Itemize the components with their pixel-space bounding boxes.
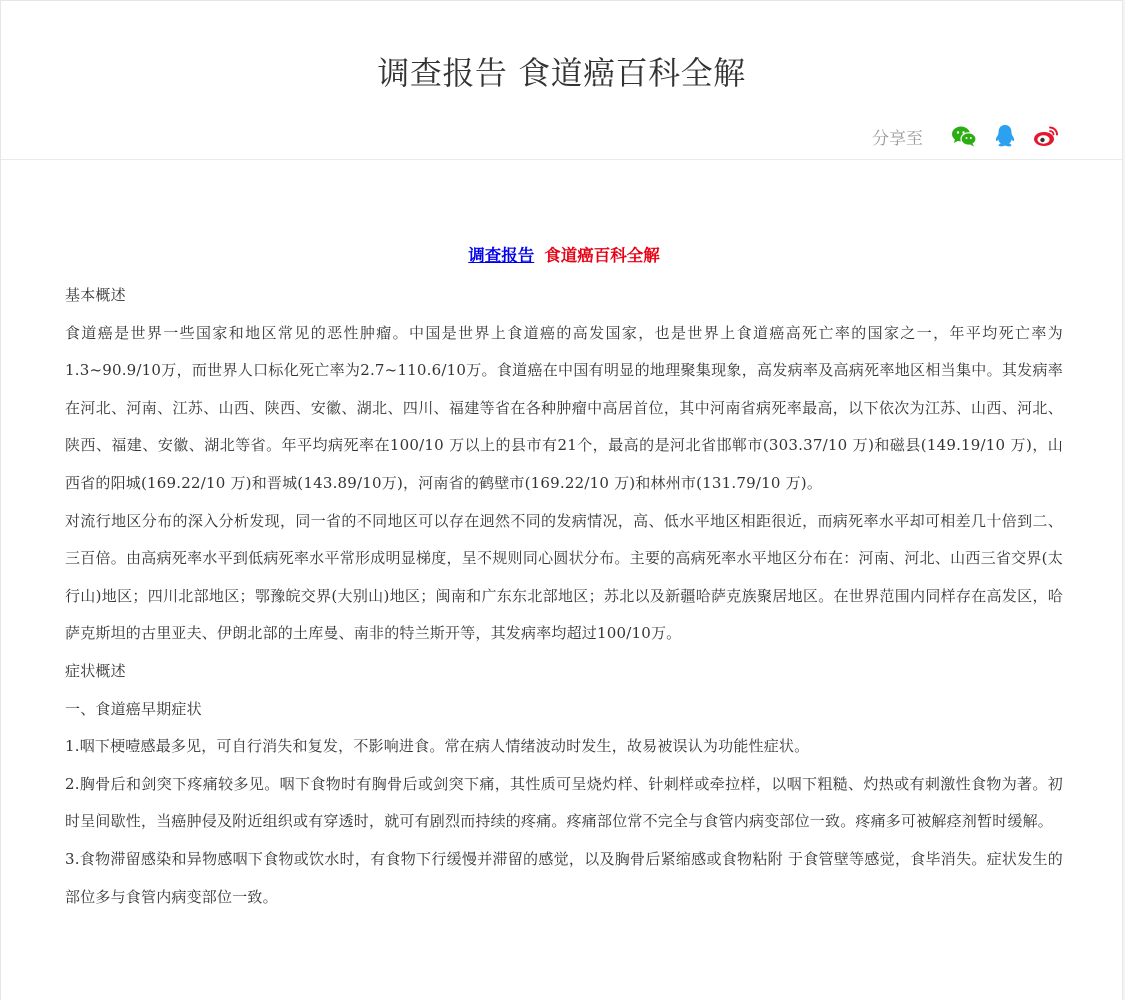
page-title: 调查报告 食道癌百科全解 (377, 54, 746, 92)
paragraph: 2.胸骨后和剑突下疼痛较多见。咽下食物时有胸骨后或剑突下痛，其性质可呈烧灼样、针刺样或牵拉样，以咽下粗糙、灼热或有刺激性食物为著。初时呈间歇性，当癌肿侵及附近组织或有穿透时，就可有剧烈而持续的疼痛。疼痛部位常不完全与食管内病变部位一致。疼痛多可被解痉剂暂时缓解。 (65, 774, 1063, 831)
paragraph: 1.咽下梗噎感最多见，可自行消失和复发，不影响进食。常在病人情绪波动时发生，故易被误认为功能性症状。 (65, 737, 810, 756)
subsection-heading: 一、食道癌早期症状 (65, 699, 202, 718)
paragraph: 食道癌是世界一些国家和地区常见的恶性肿瘤。中国是世界上食道癌的高发国家，也是世界上食道癌高死亡率的国家之一，年平均死亡率为1.3~90.9/10万，而世界人口标化死亡率为2.7~110.6/10万。食道癌在中国有明显的地理聚集现象，高发病率及高病死率地区相当集中。其发病率在河北、河南、江苏、山西、陕西、安徽、湖北、四川、福建等省在各种肿瘤中高居首位，其中河南省病死率最高，以下依次为江苏、山西、河北、陕西、福建、安徽、湖北等省。年平均病死率在100/10 万以上的县市有21个，最高的是河北省邯郸市(303.37/10 万)和磁县(149.19/10 万)，山西省的阳城(169.22/10 万)和晋城(143.89/10万)，河南省的鹤壁市(169.22/10 万)和林州市(131.79/10 万)。 (65, 323, 1063, 492)
share-label: 分享至 (872, 128, 923, 149)
wechat-icon[interactable] (950, 122, 978, 150)
weibo-icon[interactable] (1032, 122, 1060, 150)
article-heading-title: 食道癌百科全解 (544, 246, 660, 265)
paragraph: 3.食物滞留感染和异物感咽下食物或饮水时，有食物下行缓慢并滞留的感觉，以及胸骨后紧缩感或食物粘附 于食管壁等感觉，食毕消失。症状发生的部位多与食管内病变部位一致。 (65, 849, 1063, 906)
article-heading-link[interactable]: 调查报告 (468, 246, 535, 265)
qq-icon[interactable] (991, 122, 1019, 150)
article-heading (65, 239, 1063, 273)
section-heading-symptoms: 症状概述 (65, 661, 126, 680)
share-bar (872, 121, 1060, 151)
page-header (1, 1, 1122, 160)
paragraph: 对流行地区分布的深入分析发现，同一省的不同地区可以存在迥然不同的发病情况，高、低水平地区相距很近，而病死率水平却可相差几十倍到二、三百倍。由高病死率水平到低病死率水平常形成明显梯度，呈不规则同心圆状分布。主要的高病死率水平地区分布在：河南、河北、山西三省交界(太行山)地区；四川北部地区；鄂豫皖交界(大别山)地区；闽南和广东东北部地区；苏北以及新疆哈萨克族聚居地区。在世界范围内同样存在高发区，哈萨克斯坦的古里亚夫、伊朗北部的土库曼、南非的特兰斯开等，其发病率均超过100/10万。 (65, 511, 1063, 643)
section-heading-overview: 基本概述 (65, 286, 126, 304)
article-body (65, 239, 1063, 916)
